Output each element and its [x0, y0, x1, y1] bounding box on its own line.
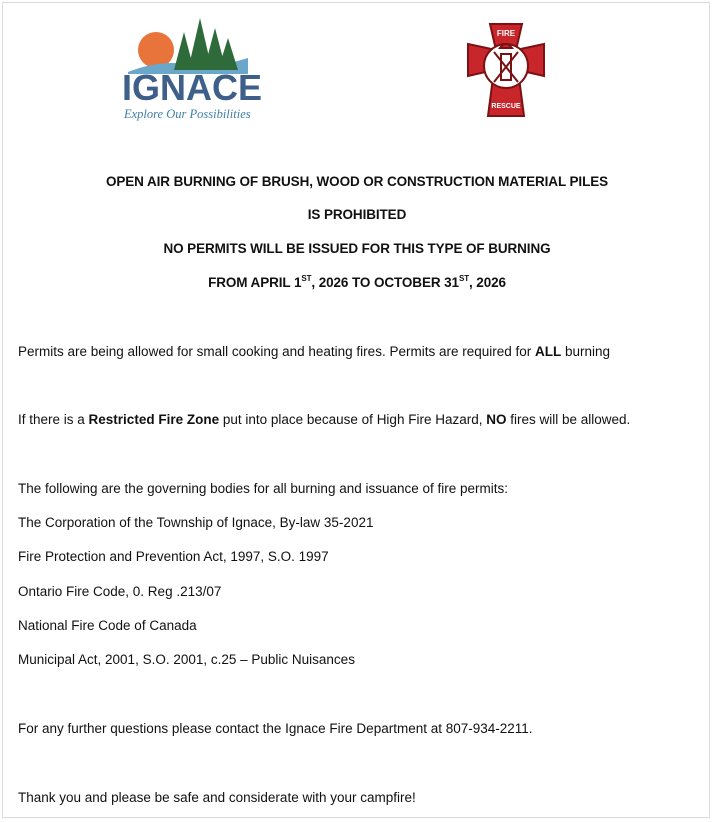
contact-paragraph: For any further questions please contact the Ignace Fire Department at 807-934-2211.	[18, 721, 533, 736]
governing-item: National Fire Code of Canada	[18, 618, 197, 633]
trees-icon	[174, 18, 238, 70]
governing-item: Fire Protection and Prevention Act, 1997, S.O. 1997	[18, 549, 329, 564]
heading-line-2: IS PROHIBITED	[307, 207, 407, 222]
fire-rescue-logo	[452, 20, 560, 120]
heading-date-range: FROM APRIL 1ST, 2026 TO OCTOBER 31ST, 2026	[208, 274, 506, 290]
closing-paragraph: Thank you and please be safe and considerate with your campfire!	[18, 790, 416, 805]
rescue-label: RESCUE	[491, 103, 521, 110]
governing-item: The Corporation of the Township of Ignace, By-law 35-2021	[18, 515, 374, 530]
ignace-wordmark: IGNACE	[122, 67, 263, 108]
heading-line-3: NO PERMITS WILL BE ISSUED FOR THIS TYPE OF BURNING	[163, 241, 551, 256]
notice-page	[2, 2, 710, 818]
governing-item: Ontario Fire Code, 0. Reg .213/07	[18, 584, 222, 599]
governing-intro: The following are the governing bodies for all burning and issuance of fire permits:	[18, 481, 509, 496]
heading-line-1: OPEN AIR BURNING OF BRUSH, WOOD OR CONSTRUCTION MATERIAL PILES	[105, 174, 609, 189]
ignace-tagline: Explore Our Possibilities	[124, 107, 251, 121]
governing-item: Municipal Act, 2001, S.O. 2001, c.25 – Public Nuisances	[18, 652, 355, 667]
restricted-zone-paragraph: If there is a Restricted Fire Zone put into place because of High Fire Hazard, NO fires will be allowed.	[18, 412, 631, 427]
permits-paragraph: Permits are being allowed for small cooking and heating fires. Permits are required for ALL burning	[18, 344, 611, 359]
fire-label: FIRE	[496, 29, 516, 38]
ignace-logo	[118, 14, 282, 124]
sun-icon	[138, 32, 174, 68]
